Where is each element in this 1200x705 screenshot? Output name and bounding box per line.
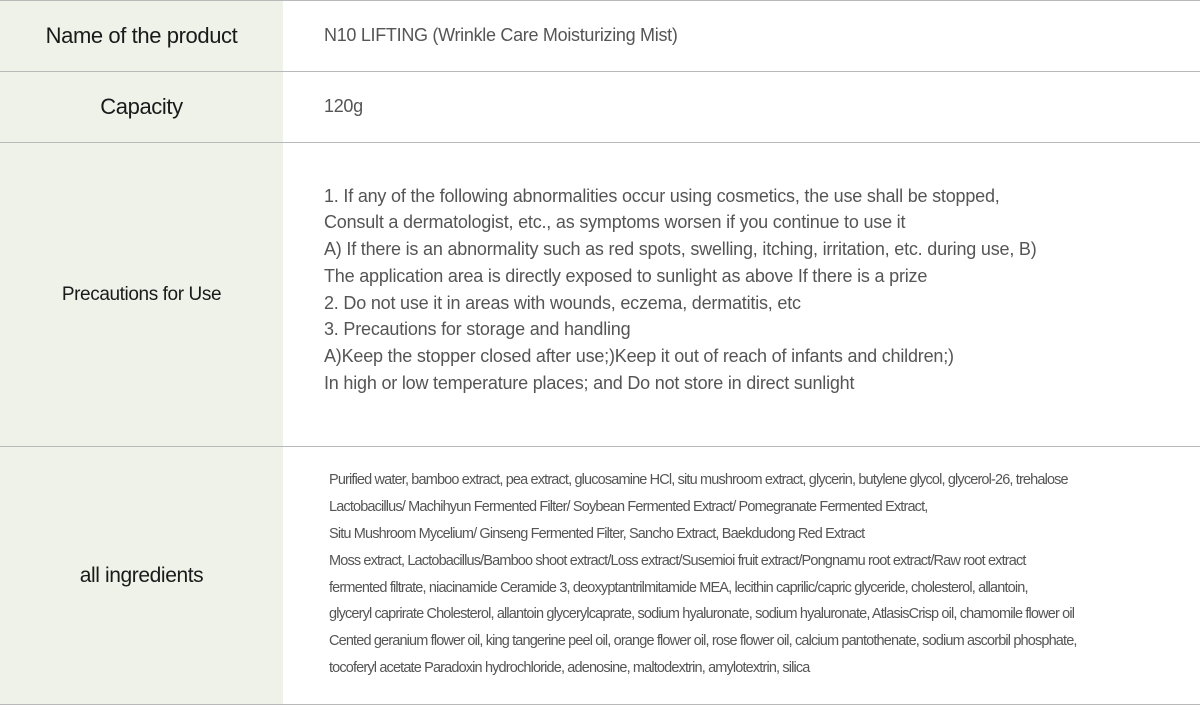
capacity-value: 120g xyxy=(283,72,1200,142)
ingredients-line: Moss extract, Lactobacillus/Bamboo shoot extract/Loss extract/Susemioi fruit extract/Pongnamu root extract/Raw root extract xyxy=(329,552,1026,569)
ingredients-line: glyceryl caprirate Cholesterol, allantoin glycerylcaprate, sodium hyaluronate, sodium hyaluronate, AtlasisCrisp oil, chamomile flower oil xyxy=(329,606,1075,623)
precautions-line: The application area is directly exposed to sunlight as above If there is a prize xyxy=(324,265,928,286)
precautions-line: A)Keep the stopper closed after use;)Keep it out of reach of infants and children;) xyxy=(324,345,954,366)
ingredients-line: Lactobacillus/ Machihyun Fermented Filter/ Soybean Fermented Extract/ Pomegranate Fermented Extract, xyxy=(329,499,928,516)
precautions-line: 1. If any of the following abnormalities occur using cosmetics, the use shall be stopped, xyxy=(324,185,1000,206)
ingredients-label: all ingredients xyxy=(0,447,283,704)
precautions-text xyxy=(283,143,1200,446)
precautions-line: In high or low temperature places; and Do not store in direct sunlight xyxy=(324,372,855,393)
ingredients-line: tocoferyl acetate Paradoxin hydrochloride, adenosine, maltodextrin, amylotextrin, silica xyxy=(329,659,810,676)
precautions-line: 3. Precautions for storage and handling xyxy=(324,319,631,340)
ingredients-row xyxy=(0,447,1200,705)
precautions-label: Precautions for Use xyxy=(0,143,283,446)
precautions-line: Consult a dermatologist, etc., as symptoms worsen if you continue to use it xyxy=(324,212,906,233)
ingredients-line: fermented filtrate, niacinamide Ceramide 3, deoxyptantrilmitamide MEA, lecithin caprilic/capric glyceride, cholesterol, allantoin, xyxy=(329,579,1028,596)
product-name-label: Name of the product xyxy=(0,1,283,71)
precautions-line: 2. Do not use it in areas with wounds, eczema, dermatitis, etc xyxy=(324,292,801,313)
capacity-label: Capacity xyxy=(0,72,283,142)
capacity-row xyxy=(0,72,1200,143)
precautions-line: A) If there is an abnormality such as red spots, swelling, itching, irritation, etc. during use, B) xyxy=(324,239,1037,260)
ingredients-line: Situ Mushroom Mycelium/ Ginseng Fermented Filter, Sancho Extract, Baekdudong Red Extract xyxy=(329,525,865,542)
ingredients-text xyxy=(283,447,1200,704)
product-name-row xyxy=(0,0,1200,72)
product-name-value: N10 LIFTING (Wrinkle Care Moisturizing Mist) xyxy=(283,1,1200,71)
precautions-row xyxy=(0,143,1200,447)
ingredients-line: Purified water, bamboo extract, pea extract, glucosamine HCl, situ mushroom extract, glycerin, butylene glycol, glycerol-26, trehalose xyxy=(329,472,1068,489)
ingredients-line: Cented geranium flower oil, king tangerine peel oil, orange flower oil, rose flower oil, calcium pantothenate, sodium ascorbil phosphate, xyxy=(329,633,1077,650)
